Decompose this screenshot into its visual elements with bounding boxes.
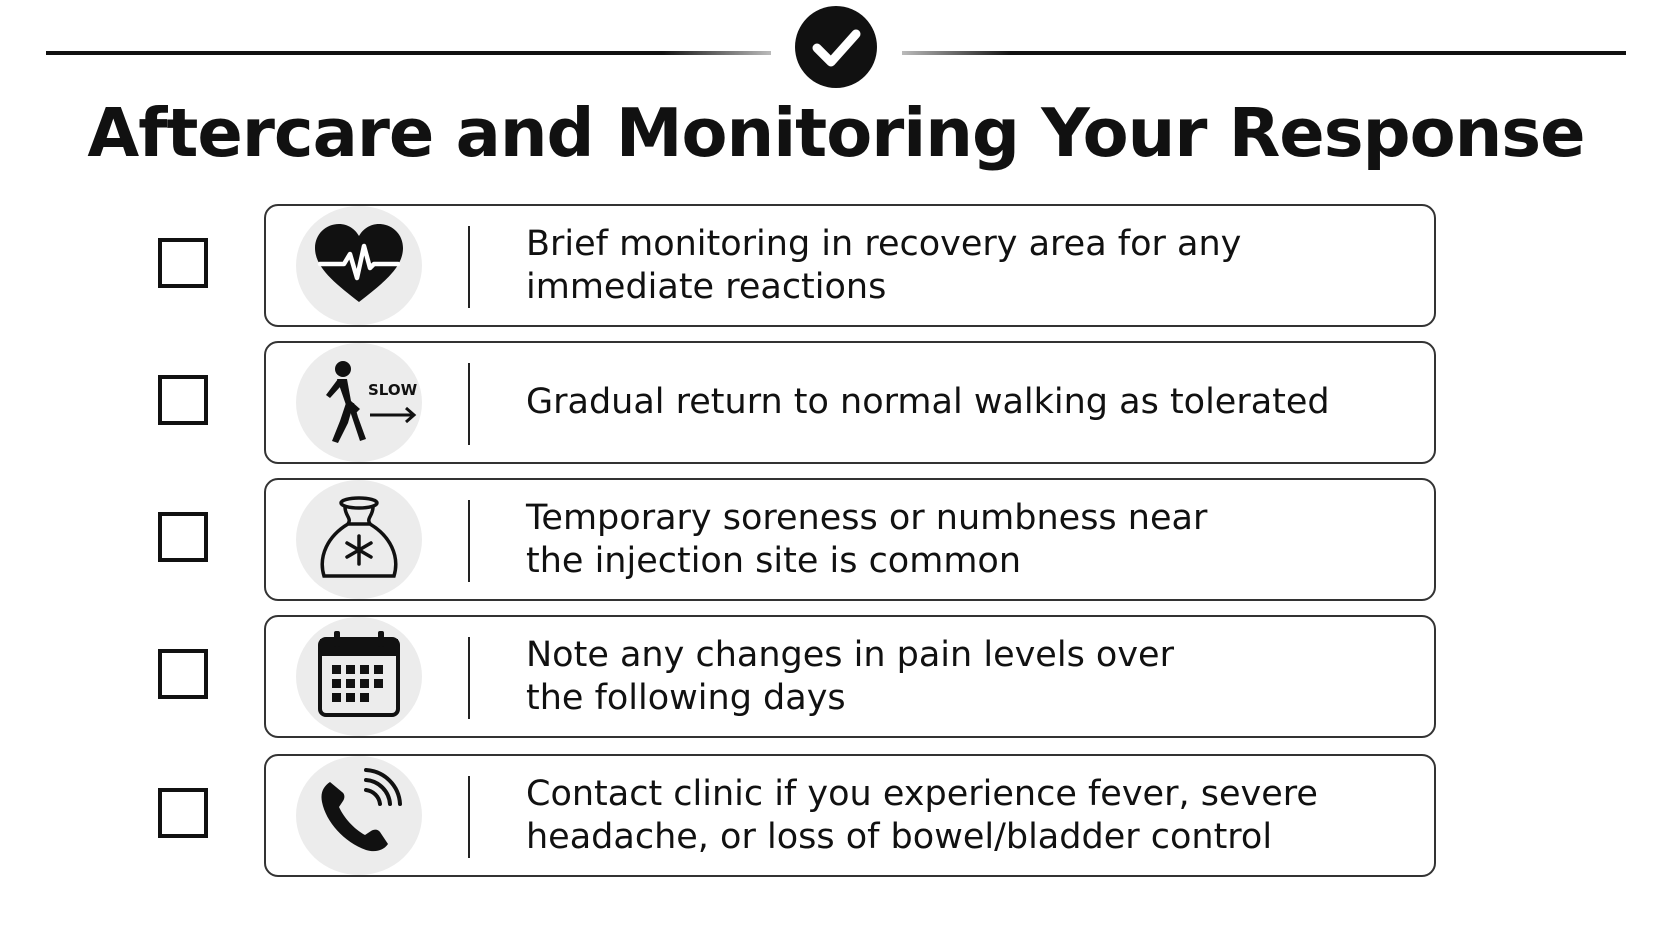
calendar-icon: [296, 617, 422, 736]
list-item: [0, 478, 1672, 603]
checkmark-icon: [795, 6, 877, 88]
divider: [468, 226, 470, 308]
checkbox[interactable]: [158, 238, 208, 288]
item-text: Contact clinic if you experience fever, severe headache, or loss of bowel/bladder control: [526, 773, 1318, 857]
page-title: Aftercare and Monitoring Your Response: [87, 94, 1585, 172]
header-rule-left: [46, 51, 771, 55]
list-item: [0, 754, 1672, 879]
item-card: [264, 615, 1436, 738]
item-card: [264, 204, 1436, 327]
phone-ringing-icon: [296, 756, 422, 875]
item-text: Brief monitoring in recovery area for any immediate reactions: [526, 223, 1242, 307]
divider: [468, 776, 470, 858]
list-item: [0, 615, 1672, 740]
heart-pulse-icon: [296, 206, 422, 325]
item-text: Note any changes in pain levels over the following days: [526, 634, 1174, 718]
walking-slow-icon: [296, 343, 422, 462]
item-text: Gradual return to normal walking as tolerated: [526, 382, 1330, 422]
item-card: [264, 341, 1436, 464]
divider: [468, 363, 470, 445]
list-item: [0, 204, 1672, 329]
header-rule-right: [902, 51, 1626, 55]
item-card: [264, 478, 1436, 601]
checkbox[interactable]: [158, 375, 208, 425]
item-card: [264, 754, 1436, 877]
divider: [468, 637, 470, 719]
slow-label: SLOW: [368, 381, 418, 399]
checkbox[interactable]: [158, 649, 208, 699]
list-item: [0, 341, 1672, 466]
item-text: Temporary soreness or numbness near the injection site is common: [526, 497, 1208, 581]
divider: [468, 500, 470, 582]
checkbox[interactable]: [158, 788, 208, 838]
checkbox[interactable]: [158, 512, 208, 562]
ice-pack-icon: [296, 480, 422, 599]
